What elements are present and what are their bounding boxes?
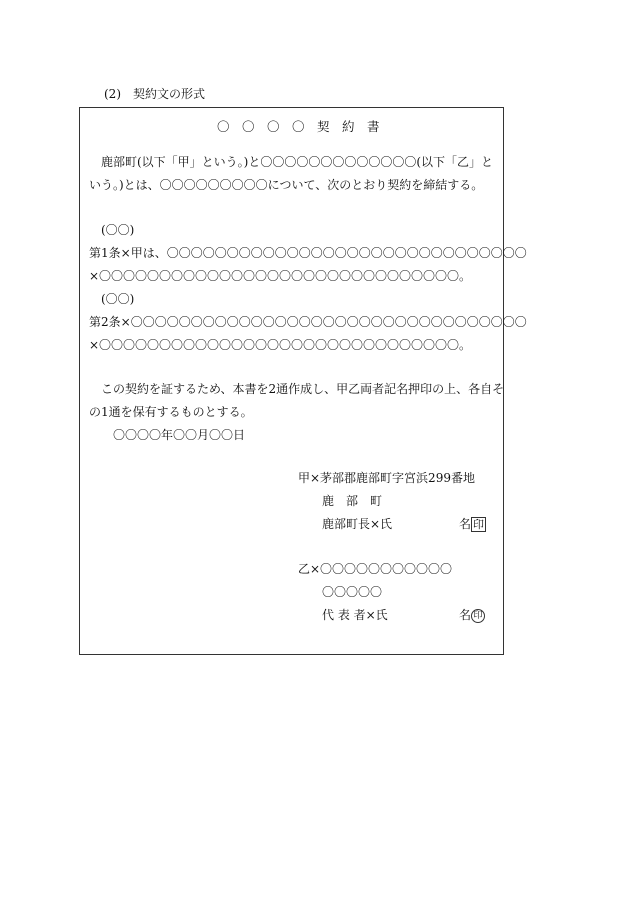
party-a-seal xyxy=(459,516,486,532)
contract-title: 〇 〇 〇 〇 契 約 書 xyxy=(217,119,380,134)
contract-date: 〇〇〇〇年〇〇月〇〇日 xyxy=(113,428,246,442)
party-a-seal-label: 名 xyxy=(459,517,472,531)
party-a-representative: 鹿部町長×氏 xyxy=(322,517,393,531)
party-b-representative: 代 表 者×氏 xyxy=(322,608,388,622)
article2-line-1: 第2条×〇〇〇〇〇〇〇〇〇〇〇〇〇〇〇〇〇〇〇〇〇〇〇〇〇〇〇〇〇〇〇〇〇 xyxy=(89,315,527,329)
party-a-address: 甲×茅部郡鹿部町字宮浜299番地 xyxy=(298,471,475,485)
article1-line-1: 第1条×甲は、〇〇〇〇〇〇〇〇〇〇〇〇〇〇〇〇〇〇〇〇〇〇〇〇〇〇〇〇〇〇 xyxy=(89,246,527,260)
party-a-name: 鹿 部 町 xyxy=(322,494,383,508)
party-b-address: 乙×〇〇〇〇〇〇〇〇〇〇〇 xyxy=(298,562,453,576)
party-b-seal xyxy=(459,607,485,623)
seal-circle-icon: 印 xyxy=(471,609,485,623)
party-b-seal-label: 名 xyxy=(459,608,472,622)
article2-line-2: ×〇〇〇〇〇〇〇〇〇〇〇〇〇〇〇〇〇〇〇〇〇〇〇〇〇〇〇〇〇〇。 xyxy=(89,338,472,352)
party-b-name: 〇〇〇〇〇 xyxy=(322,585,383,599)
closing-line-1: この契約を証するため、本書を2通作成し、甲乙両者記名押印の上、各自そ xyxy=(101,382,505,396)
closing-line-2: の1通を保有するものとする。 xyxy=(89,405,253,419)
intro-line-2: いう。)とは、〇〇〇〇〇〇〇〇〇について、次のとおり契約を締結する。 xyxy=(89,178,484,192)
article1-caption: (〇〇) xyxy=(101,223,135,237)
intro-line-1: 鹿部町(以下「甲」という。)と〇〇〇〇〇〇〇〇〇〇〇〇〇(以下「乙」と xyxy=(101,155,494,169)
article2-caption: (〇〇) xyxy=(101,292,135,306)
seal-square-icon: 印 xyxy=(473,518,485,531)
article1-line-2: ×〇〇〇〇〇〇〇〇〇〇〇〇〇〇〇〇〇〇〇〇〇〇〇〇〇〇〇〇〇〇。 xyxy=(89,269,472,283)
section-heading: (2) 契約文の形式 xyxy=(104,87,205,101)
